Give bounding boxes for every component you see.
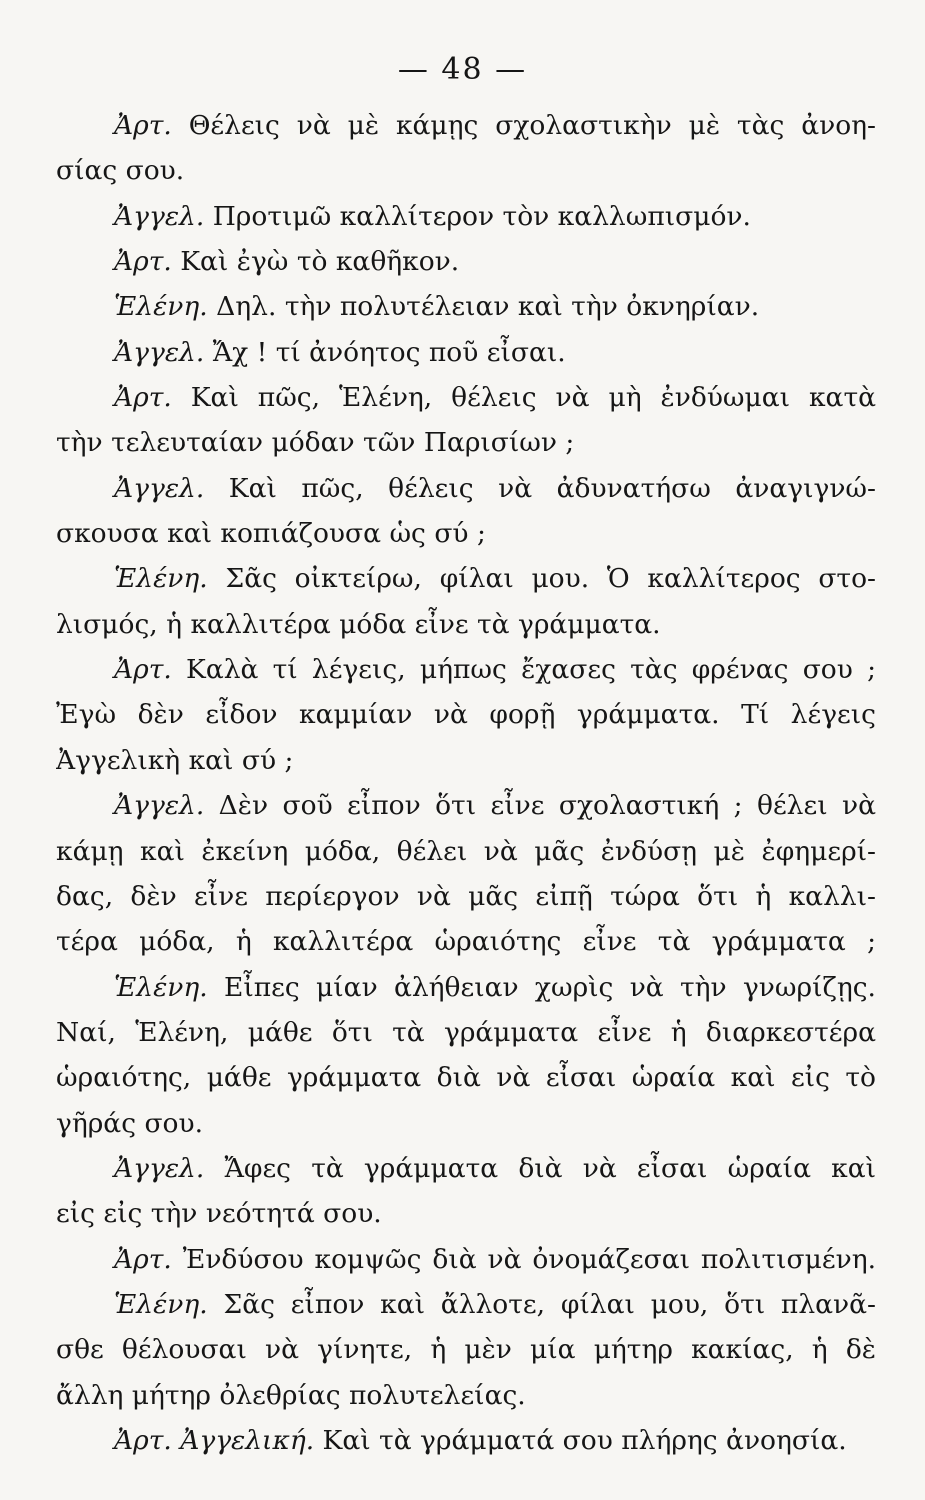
line-text: τὴν τελευταίαν μόδαν τῶν Παρισίων ; <box>56 427 575 459</box>
text-line <box>56 783 876 828</box>
text-line <box>56 148 876 193</box>
text-line <box>56 511 876 556</box>
line-text: Σᾶς οἰκτείρω, φίλαι μου. Ὁ καλλίτερος στο- <box>207 563 876 595</box>
line-text: Καὶ πῶς, θέλεις νὰ ἀδυνατήσω ἀναγιγνώ- <box>204 472 876 504</box>
line-text: Προτιμῶ καλλίτερον τὸν καλλωπισμόν. <box>204 200 751 232</box>
line-text: λισμός, ἡ καλλιτέρα μόδα εἶνε τὰ γράμματα. <box>56 608 661 640</box>
speaker-label: Ἑλένη. <box>114 563 208 595</box>
line-text: Ἐνδύσου κομψῶς διὰ νὰ ὀνομάζεσαι πολιτισμένη. <box>171 1243 876 1275</box>
text-line <box>56 1010 876 1055</box>
speaker-label: Ἀρτ. <box>114 110 172 141</box>
text-line <box>56 284 876 329</box>
text-line <box>56 1237 876 1282</box>
text-line <box>56 1418 876 1463</box>
text-line <box>56 239 876 284</box>
speaker-label: Ἑλένη. <box>114 291 208 323</box>
line-text: σκουσα καὶ κοπιάζουσα ὡς σύ ; <box>56 518 486 550</box>
speaker-label: Ἀγγελ. <box>114 790 205 822</box>
text-line <box>56 1146 876 1191</box>
line-text: Καὶ πῶς, Ἑλένη, θέλεις νὰ μὴ ἐνδύωμαι κατὰ <box>171 382 876 414</box>
line-text: σθε θέλουσαι νὰ γίνητε, ἡ μὲν μία μήτηρ κακίας, ἡ δὲ <box>56 1334 876 1366</box>
text-line <box>56 556 876 601</box>
line-text: Σᾶς εἶπον καὶ ἄλλοτε, φίλαι μου, ὅτι πλανᾶ- <box>207 1288 876 1320</box>
speaker-label: Ἀρτ. <box>114 246 172 278</box>
text-line <box>56 194 876 239</box>
speaker-label: Ἀρτ. <box>114 382 172 414</box>
line-text: σίας σου. <box>56 155 185 187</box>
line-text: Καὶ τὰ γράμματά σου πλήρης ἀνοησία. <box>314 1424 847 1456</box>
line-text: Ναί, Ἑλένη, μάθε ὅτι τὰ γράμματα εἶνε ἡ διαρκεστέρα <box>56 1016 876 1048</box>
line-text: τέρα μόδα, ἡ καλλιτέρα ὡραιότης εἶνε τὰ γράμματα ; <box>56 926 876 958</box>
speaker-label: Ἀρτ. Ἀγγελική. <box>114 1424 315 1456</box>
text-line <box>56 647 876 692</box>
line-text: ἄλλη μήτηρ ὀλεθρίας πολυτελείας. <box>56 1379 526 1411</box>
text-line <box>56 1191 876 1236</box>
text-line <box>56 602 876 647</box>
speaker-label: Ἑλένη. <box>114 971 208 1003</box>
text-line <box>56 466 876 511</box>
text-line <box>56 1282 876 1327</box>
line-text: Καὶ ἐγὼ τὸ καθῆκον. <box>171 246 460 278</box>
line-text: Ἀγγελικὴ καὶ σύ ; <box>56 744 294 776</box>
line-text: Ἄφες τὰ γράμματα διὰ νὰ εἶσαι ὡραία καὶ <box>204 1152 876 1184</box>
speaker-label: Ἀγγελ. <box>114 1152 205 1184</box>
text-line <box>56 375 876 420</box>
text-line <box>56 829 876 874</box>
speaker-label: Ἀρτ. <box>114 654 172 686</box>
text-line <box>56 330 876 375</box>
line-text: Καλὰ τί λέγεις, μήπως ἔχασες τὰς φρένας σου ; <box>171 654 876 686</box>
text-line <box>56 874 876 919</box>
speaker-label: Ἀγγελ. <box>114 336 205 368</box>
speaker-label: Ἀγγελ. <box>114 472 205 504</box>
line-text: Δὲν σοῦ εἶπον ὅτι εἶνε σχολαστική ; θέλει νὰ <box>204 790 876 822</box>
line-text: γῆράς σου. <box>56 1107 204 1139</box>
dialogue-text <box>56 103 876 1463</box>
line-text: δας, δὲν εἶνε περίεργον νὰ μᾶς εἰπῇ τώρα ὅτι ἡ καλλι- <box>56 880 876 912</box>
line-text: κάμῃ καὶ ἐκείνη μόδα, θέλει νὰ μᾶς ἐνδύσῃ μὲ ἐφημερί- <box>56 835 876 867</box>
speaker-label: Ἀγγελ. <box>114 200 205 232</box>
text-line <box>56 103 876 148</box>
text-line <box>56 1101 876 1146</box>
line-text: εἰς εἰς τὴν νεότητά σου. <box>56 1198 382 1230</box>
text-line <box>56 692 876 737</box>
text-line <box>56 919 876 964</box>
text-line <box>56 1055 876 1100</box>
text-line <box>56 965 876 1010</box>
line-text: Θέλεις νὰ μὲ κάμῃς σχολαστικὴν μὲ τὰς ἀνοη- <box>171 110 876 141</box>
speaker-label: Ἑλένη. <box>114 1288 208 1320</box>
text-line <box>56 738 876 783</box>
speaker-label: Ἀρτ. <box>114 1243 172 1275</box>
text-line <box>56 1327 876 1372</box>
line-text: ὡραιότης, μάθε γράμματα διὰ νὰ εἶσαι ὡραία καὶ εἰς τὸ <box>56 1062 876 1094</box>
line-text: Δηλ. τὴν πολυτέλειαν καὶ τὴν ὀκνηρίαν. <box>207 291 760 323</box>
line-text: Εἶπες μίαν ἀλήθειαν χωρὶς νὰ τὴν γνωρίζῃς. <box>207 971 876 1003</box>
line-text: Ἄχ ! τί ἀνόητος ποῦ εἶσαι. <box>204 336 566 368</box>
text-line <box>56 420 876 465</box>
line-text: Ἐγὼ δὲν εἶδον καμμίαν νὰ φορῇ γράμματα. Τί λέγεις <box>56 699 876 731</box>
page-number: — 48 — <box>397 52 528 87</box>
text-line <box>56 1373 876 1418</box>
